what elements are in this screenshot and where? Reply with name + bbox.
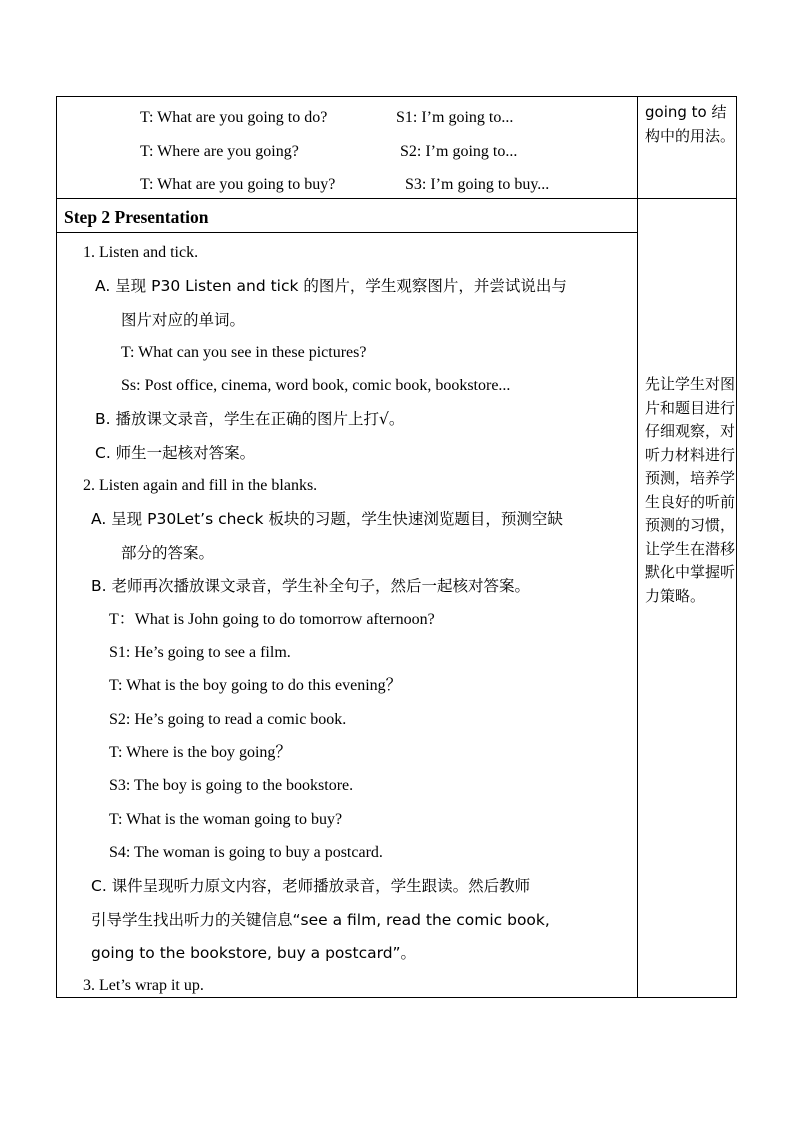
top-note: going to 结构中的用法。 (645, 103, 736, 145)
step-line: B. 老师再次播放课文录音，学生补全句子，然后一起核对答案。 (91, 577, 530, 595)
step-line: S2: He’s going to read a comic book. (109, 711, 347, 728)
dialogue-student-1: S1: I’m going to... (396, 109, 514, 126)
step-line: S3: The boy is going to the bookstore. (109, 777, 354, 794)
step-line: going to the bookstore, buy a postcard”。 (91, 944, 417, 962)
row-divider (57, 198, 736, 199)
column-divider (637, 97, 638, 997)
lesson-plan-table (56, 96, 737, 998)
step-line: T：What is John going to do tomorrow afternoon? (109, 611, 435, 628)
step-line: 3. Let’s wrap it up. (83, 977, 204, 994)
step-heading: Step 2 Presentation (64, 207, 209, 227)
step-line: C. 师生一起核对答案。 (95, 444, 256, 462)
step-line: A. 呈现 P30 Listen and tick 的图片，学生观察图片，并尝试说出与 (95, 277, 567, 295)
step-line: S1: He’s going to see a film. (109, 644, 291, 661)
dialogue-teacher-2: T: Where are you going? (140, 143, 299, 160)
step-line: T: Where is the boy going？ (109, 744, 292, 761)
step-line: 部分的答案。 (121, 544, 215, 562)
step-line: C. 课件呈现听力原文内容，老师播放录音，学生跟读。然后教师 (91, 877, 531, 895)
dialogue-teacher-1: T: What are you going to do? (140, 109, 328, 126)
step-line: 图片对应的单词。 (121, 311, 246, 329)
step-line: B. 播放课文录音，学生在正确的图片上打√。 (95, 410, 405, 428)
dialogue-student-2: S2: I’m going to... (400, 143, 518, 160)
dialogue-student-3: S3: I’m going to buy... (405, 176, 550, 193)
step-line: T: What is the boy going to do this evening？ (109, 677, 402, 694)
step-line: 2. Listen again and fill in the blanks. (83, 477, 318, 494)
step-line: S4: The woman is going to buy a postcard. (109, 844, 383, 861)
step-line: Ss: Post office, cinema, word book, comic book, bookstore... (121, 377, 511, 394)
step-line: 引导学生找出听力的关键信息“see a film, read the comic book, (91, 911, 550, 929)
step-note: 先让学生对图片和题目进行仔细观察，对听力材料进行预测，培养学生良好的听前预测的习惯，让学生在潜移默化中掌握听力策略。 (645, 375, 736, 605)
step-line: A. 呈现 P30Let’s check 板块的习题，学生快速浏览题目，预测空缺 (91, 510, 563, 528)
step-line: T: What is the woman going to buy? (109, 811, 343, 828)
step-line: 1. Listen and tick. (83, 244, 199, 261)
heading-underline (57, 232, 637, 233)
dialogue-teacher-3: T: What are you going to buy? (140, 176, 336, 193)
step-line: T: What can you see in these pictures? (121, 344, 367, 361)
